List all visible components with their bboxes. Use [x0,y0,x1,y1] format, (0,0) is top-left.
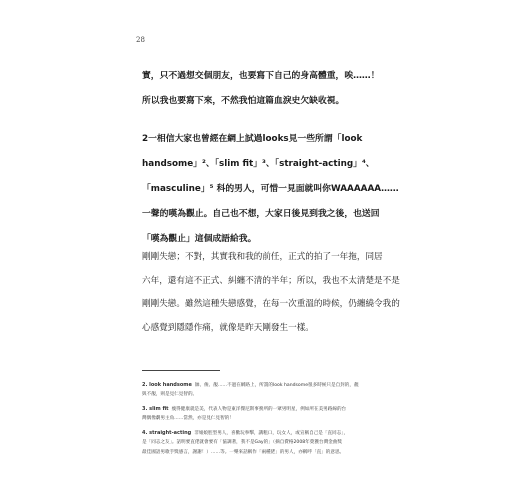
paragraph-line: 「嘆為觀止」這個成語給我。 [142,234,257,244]
footnote-term: 4. straight-acting [142,430,192,436]
footnote-text: 最佳國語男歌手獎感言，謝謝！）……等。一樂來話稱作「兩種佬」的男人，亦稱呼「直」的意思。 [142,450,345,455]
paragraph-line: 所以我也要寫下來，不然我怕這篇血淚史欠缺收視。 [142,96,345,106]
footnote-text: 灣偶像劇男主角……當然，亦是見仁見智的！ [142,416,234,421]
paragraph-line: 六年，還有這不正式、糾纏不清的半年；所以，我也不太清楚是不是 [142,275,400,286]
paragraph-line: 剛剛失戀；不對，其實我和我的前任，正式的拍了一年拖，同居 [142,252,383,262]
footnote-text: 與不靚，則是見仁見智的。 [142,392,198,397]
footnote-2 [142,380,398,400]
footnotes [142,380,398,462]
footnote-term: 2. look handsome [142,382,192,388]
paragraph-3 [142,246,412,340]
paragraph-line: 實，只不過想交個朋友，也要寫下自己的身高體重，唉……！ [142,71,380,81]
footnote-text: 是「同志之友」。話明要直佬就會要有「協調著，我不是Gay的」（摘自費格2008年榮獲台灣金曲獎 [142,440,342,445]
paragraph-line: 剛剛失戀。雖然這種失戀感覺，在每一次重溫的時候，仍纏繞令我的 [142,299,400,309]
paragraph-line: handsome」²、「slim fit」³、「straight-acting」⁴、 [142,159,375,169]
footnote-text: 非娘娘腔型男人，喜歡玩拳擊，講粗口，玩女人，或宣稱自己是「直同志」， [194,431,349,436]
footnote-text: 瘦得健康就是美，代表人物是東洋傑尼斯事務所的一眾男明星，例如所在美男路線的台 [171,407,347,412]
paragraph-line: 心感覺到隱隱作痛，就像是昨天剛發生一樣。 [142,322,314,333]
footnote-3 [142,404,398,424]
paragraph-line: 一聲的嘆為觀止。自己也不想，大家日後見到我之後，也送回 [142,209,380,219]
footnote-text: 帥、俊、靚……不過在網路上，所謂的look handsome很多時候只是自封的，靚 [194,383,359,388]
page-number: 28 [136,36,145,44]
paragraph-1 [142,64,412,114]
paragraph-line: 2一相信大家也曾經在網上試過looks見一些所謂「look [142,134,363,144]
footnote-term: 3. slim fit [142,406,169,412]
paragraph-line: 「masculine」⁵ 科的男人，可惜一見面就叫你WAAAAAA…… [142,184,399,194]
paragraph-2 [142,127,412,252]
footnote-4 [142,428,398,458]
footnote-divider [142,370,220,371]
